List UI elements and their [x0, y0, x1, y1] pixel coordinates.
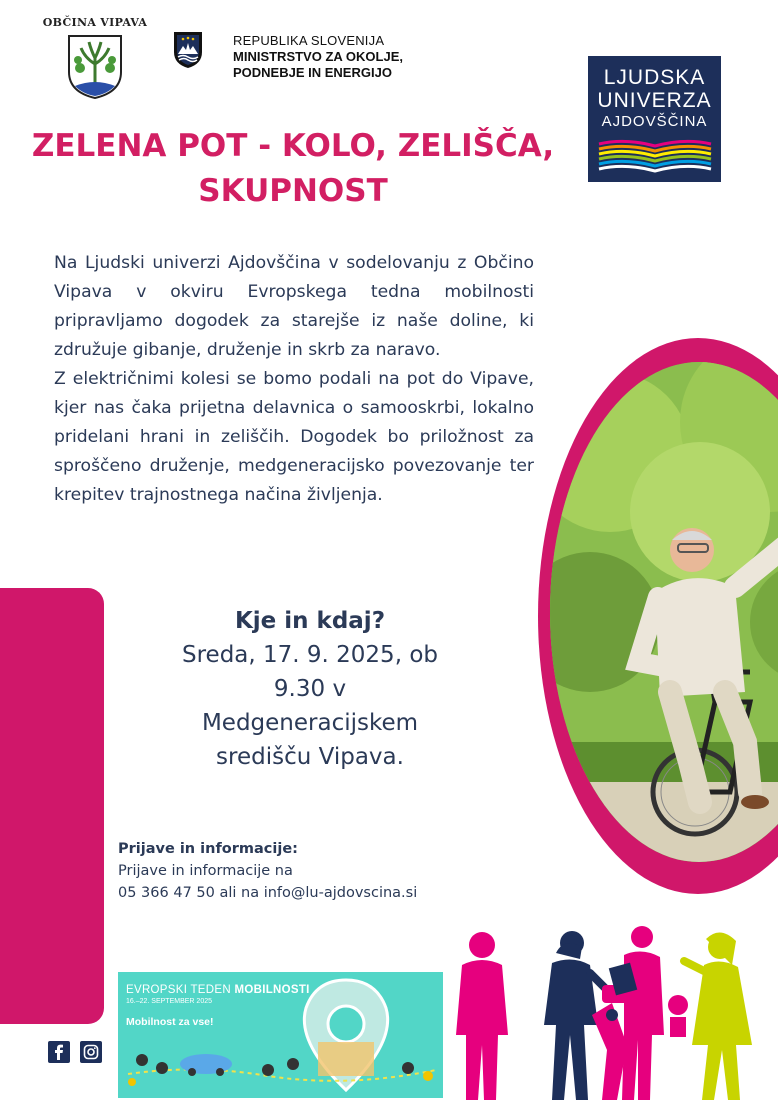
- logo-line-1: LJUDSKA: [603, 66, 706, 89]
- vipava-crest-icon: [67, 34, 123, 100]
- ministry-line-1: REPUBLIKA SLOVENIJA: [233, 33, 385, 48]
- page-title: [0, 124, 586, 214]
- description-paragraph-2: Z električnimi kolesi se bomo podali na pot do Vipave, kjer nas čaka prijetna delavnica o samooskrbi, lokalno pridelani hrani in zeliščih. Dogodek bo priložnost za sproščeno druženje, medgeneracijsko povezovanje ter krepitev trajnostnega načina življenja.: [54, 369, 534, 505]
- ljudska-univerza-logo: [588, 56, 721, 182]
- signup-info: [118, 838, 417, 904]
- banner-slogan: Mobilnost za vse!: [126, 1016, 214, 1028]
- instagram-icon[interactable]: [80, 1041, 102, 1063]
- ministry-line-2: MINISTRSTVO ZA OKOLJE,: [233, 49, 403, 64]
- banner-title-b: MOBILNOSTI: [234, 984, 310, 996]
- event-description: [54, 249, 534, 510]
- signup-text: Prijave in informacije na: [118, 863, 293, 879]
- event-when-where: [150, 604, 470, 774]
- title-line-1: ZELENA POT - KOLO, ZELIŠČA,: [31, 128, 555, 164]
- social-links: [48, 1041, 102, 1063]
- mobility-week-banner: [118, 972, 443, 1098]
- event-venue-line-1: Medgeneracijskem: [201, 710, 419, 736]
- logo-line-3: AJDOVŠČINA: [601, 113, 708, 130]
- banner-dates: 16.–22. SEPTEMBER 2025: [126, 998, 212, 1005]
- open-book-icon: [595, 138, 715, 174]
- ministry-logo-text: [233, 33, 403, 81]
- ministry-line-3: PODNEBJE IN ENERGIJO: [233, 65, 392, 80]
- logo-line-2: UNIVERZA: [597, 89, 712, 112]
- slovenia-emblem-icon: [172, 30, 204, 70]
- people-silhouettes-icon: [452, 925, 778, 1100]
- mobility-illustration-icon: [118, 972, 443, 1098]
- signup-contact[interactable]: 05 366 47 50 ali na info@lu-ajdovscina.si: [118, 885, 418, 901]
- event-time-line: 9.30 v: [273, 676, 347, 702]
- signup-heading: Prijave in informacije:: [118, 841, 298, 857]
- municipality-logo: [40, 16, 150, 100]
- where-when-heading: Kje in kdaj?: [234, 608, 386, 634]
- event-venue-line-2: središču Vipava.: [216, 744, 404, 770]
- municipality-name: OBČINA VIPAVA: [42, 16, 148, 29]
- title-line-2: SKUPNOST: [198, 173, 388, 209]
- facebook-icon[interactable]: [48, 1041, 70, 1063]
- banner-title-a: EVROPSKI TEDEN: [126, 984, 231, 996]
- event-date-line: Sreda, 17. 9. 2025, ob: [182, 642, 438, 668]
- decorative-pink-bar: [0, 588, 104, 1024]
- description-paragraph-1: Na Ljudski univerzi Ajdovščina v sodelovanju z Občino Vipava v okviru Evropskega tedna mobilnosti pripravljamo dogodek za starejše iz naše doline, ki združuje gibanje, druženje in skrb za naravo.: [54, 253, 534, 360]
